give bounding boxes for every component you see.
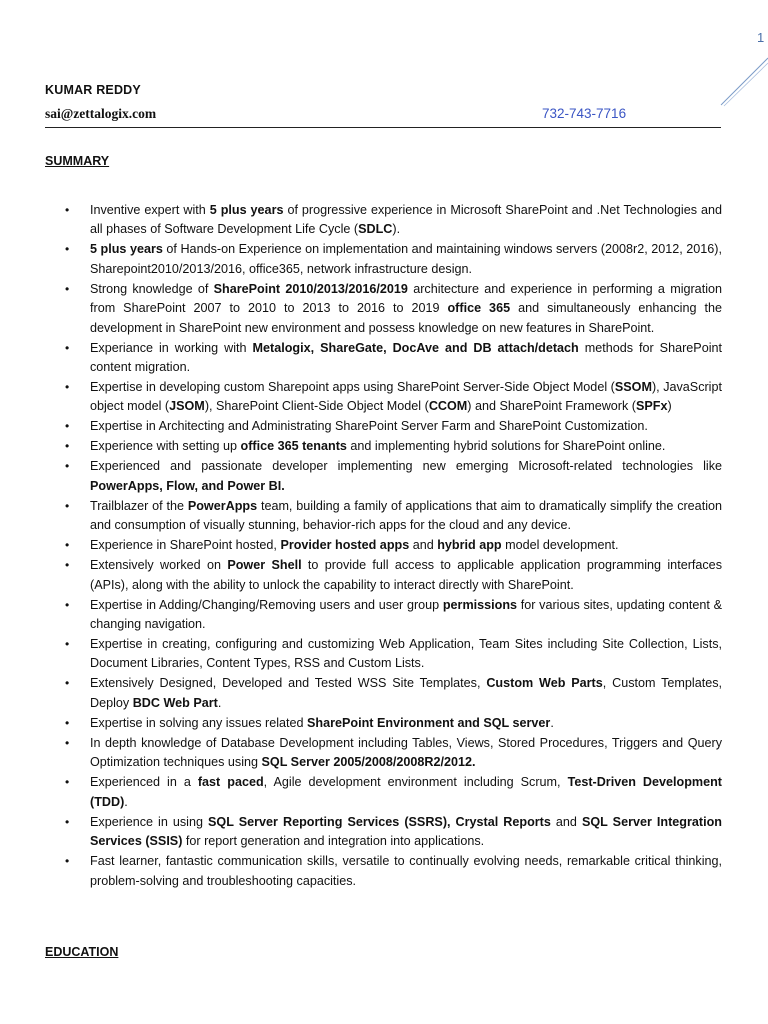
bold-text: hybrid app [437, 538, 502, 553]
text-segment: Experienced and passionate developer implementing new emerging Microsoft-related technologies like [90, 459, 722, 474]
text-segment: Fast learner, fantastic communication skills, versatile to continually evolving needs, remarkable critical thinking, problem-solving and troubleshooting capacities. [90, 854, 722, 888]
header-divider [45, 127, 721, 128]
bold-text: SPFx [635, 399, 668, 414]
text-segment: Experienced in a [90, 775, 198, 790]
text-segment: methods for SharePoint content migration. [90, 340, 722, 375]
text-segment: and [550, 814, 582, 829]
bold-text: SDLC [358, 222, 393, 237]
bold-text: Metalogix, ShareGate, DocAve and DB attach/detach [252, 340, 579, 355]
education-heading: EDUCATION [45, 945, 119, 959]
text-segment: Expertise in creating, configuring and customizing Web Application, Team Sites including Site Collection, Lists, Document Libraries, Content Types, RSS and Custom Lists. [90, 637, 722, 671]
bold-text: Test-Driven Development (TDD) [90, 775, 723, 809]
text-segment: Expertise in Adding/Changing/Removing users and user group [90, 597, 443, 612]
summary-bullet-item [45, 635, 722, 674]
bold-text: SQL Server Reporting Services (SSRS), Crystal Reports [208, 814, 551, 829]
text-segment: , Agile development environment including Scrum, [263, 775, 568, 790]
bold-text: PowerApps, Flow, and Power BI. [90, 478, 285, 493]
text-segment: and implementing hybrid solutions for SharePoint online. [346, 439, 666, 454]
email-address: sai@zettalogix.com [45, 106, 157, 121]
text-segment: Experience in SharePoint hosted, [90, 538, 281, 553]
text-segment: Experience in using [90, 814, 209, 829]
summary-bullet-item [45, 457, 722, 496]
summary-bullet-item [45, 714, 722, 733]
text-segment: and [409, 538, 438, 553]
summary-bullet-item [45, 339, 722, 378]
text-segment: ). [392, 222, 401, 237]
text-segment: ) [667, 399, 672, 414]
text-segment: Expertise in Architecting and Administrating SharePoint Server Farm and SharePoint Customization. [90, 419, 648, 434]
text-segment: for report generation and integration into applications. [182, 834, 485, 849]
bold-text: office 365 [447, 301, 511, 316]
summary-bullet-item [45, 536, 722, 555]
bold-text: SQL Server 2005/2008/2008R2/2012. [261, 755, 476, 770]
text-segment: In depth knowledge of Database Development including Tables, Views, Stored Procedures, Triggers and Query Optimization techniques using [90, 735, 722, 770]
summary-bullet-item [45, 596, 722, 635]
summary-bullet-item [45, 201, 722, 240]
text-segment: model development. [501, 538, 619, 553]
text-segment: . [124, 794, 128, 809]
summary-bullet-item [45, 674, 722, 713]
text-segment: Expertise in solving any issues related [90, 715, 308, 730]
text-segment: Trailblazer of the [90, 498, 188, 513]
summary-bullet-item [45, 240, 722, 279]
bold-text: 5 plus years [90, 242, 163, 257]
text-segment: Extensively worked on [90, 558, 228, 573]
text-segment: of progressive experience in Microsoft SharePoint and .Net Technologies and all phases of Software Development Life Cycle ( [90, 203, 722, 237]
bold-text: 5 plus years [209, 203, 284, 217]
page-number: 1 [757, 30, 765, 45]
text-segment: Experience with setting up [90, 439, 241, 454]
summary-bullet-item [45, 813, 722, 852]
bold-text: Power Shell [227, 558, 302, 573]
bold-text: Custom Web Parts [486, 676, 603, 691]
bold-text: SQL Server Integration Services (SSIS) [90, 814, 722, 849]
summary-heading: SUMMARY [45, 154, 110, 168]
bold-text: SSOM [614, 380, 652, 395]
text-segment: Extensively Designed, Developed and Tested WSS Site Templates, [90, 676, 487, 691]
summary-bullet-item [45, 437, 722, 456]
text-segment: team, building a family of applications that aim to dramatically simplify the creation and consumption of visually stunning, behavior-rich apps for the cloud and any device. [90, 498, 722, 533]
bold-text: office 365 tenants [240, 439, 347, 454]
text-segment: for various sites, updating content & changing navigation. [90, 597, 722, 632]
summary-bullet-item [45, 773, 722, 812]
text-segment: to provide full access to applicable application programming interfaces (APIs), along with the ability to unlock the capability to interact directly with SharePoint. [90, 558, 722, 592]
bold-text: fast paced [197, 775, 264, 790]
bold-text: permissions [442, 597, 518, 612]
text-segment: . [550, 715, 554, 730]
candidate-name: KUMAR REDDY [45, 83, 141, 97]
phone-number: 732-743-7716 [542, 106, 627, 121]
text-segment: Inventive expert with [90, 203, 210, 217]
text-segment: of Hands-on Experience on implementation and maintaining windows servers (2008r2, 2012, 2016), Sharepoint2010/2013/2016, office365, network infrastructure design. [90, 242, 722, 276]
summary-bullet-item [45, 734, 722, 773]
text-segment: Expertise in developing custom Sharepoint apps using SharePoint Server-Side Object Model ( [90, 380, 615, 395]
bold-text: Provider hosted apps [280, 538, 410, 553]
bold-text: SharePoint 2010/2013/2016/2019 [213, 281, 408, 296]
summary-bullet-item [45, 280, 722, 338]
summary-list [45, 201, 722, 892]
text-segment: and simultaneously enhancing the development in SharePoint new environment and possess knowledge on new features in SharePoint. [90, 301, 722, 335]
text-segment: Strong knowledge of [90, 281, 214, 296]
corner-decoration-lines [718, 50, 768, 108]
summary-bullet-item [45, 852, 722, 891]
bold-text: SharePoint Environment and SQL server [307, 715, 551, 730]
text-segment: ) and SharePoint Framework ( [467, 399, 636, 414]
bold-text: BDC Web Part [132, 695, 218, 710]
text-segment: architecture and experience in performing a migration from SharePoint 2007 to 2010 to 2013 to 2016 to 2019 [90, 281, 722, 316]
summary-bullet-item [45, 378, 722, 417]
text-segment: ), SharePoint Client-Side Object Model ( [204, 399, 429, 414]
summary-bullet-item [45, 417, 722, 436]
text-segment: ), JavaScript object model ( [90, 380, 722, 414]
bold-text: JSOM [169, 399, 205, 414]
text-segment: , Custom Templates, Deploy [90, 676, 723, 710]
text-segment: . [217, 695, 222, 710]
text-segment: Experiance in working with [90, 340, 253, 355]
summary-bullet-item [45, 497, 722, 536]
bold-text: PowerApps [187, 498, 258, 513]
summary-bullet-item [45, 556, 722, 595]
bold-text: CCOM [428, 399, 468, 414]
